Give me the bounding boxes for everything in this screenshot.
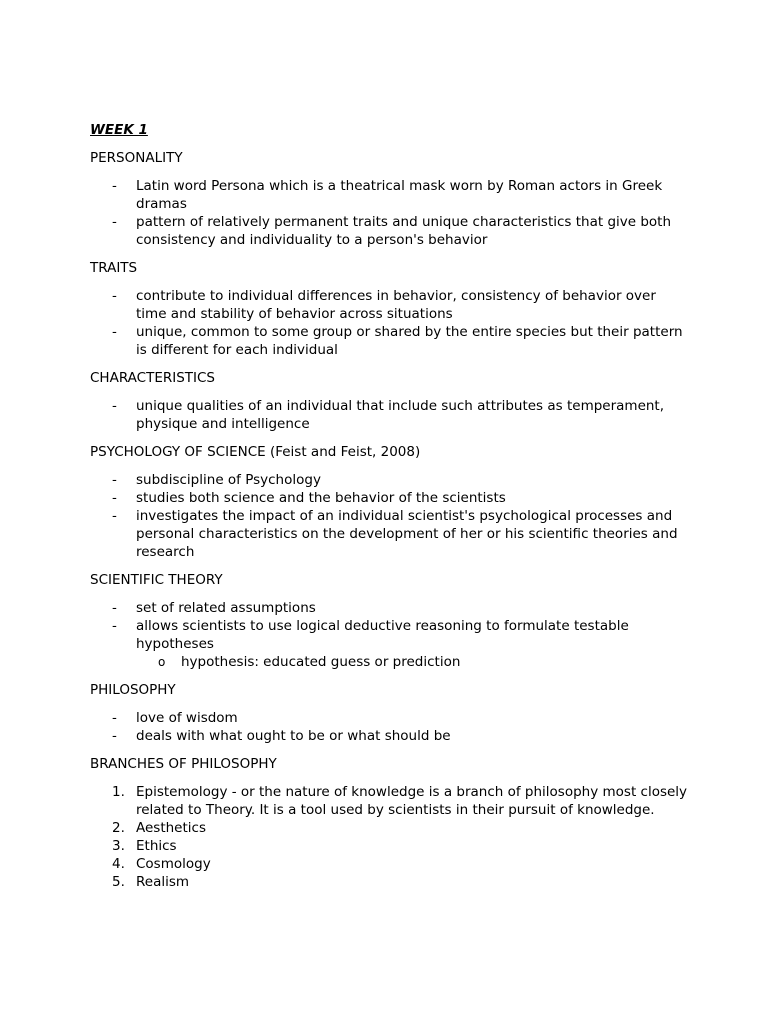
list-item: - investigates the impact of an individual scientist's psychological processes and personal characteristics on the development of her or his scientific theories and research [112,508,678,560]
section-heading-branches-of-philosophy: BRANCHES OF PHILOSOPHY [90,756,277,772]
traits-list [90,287,690,359]
list-item: - unique qualities of an individual that include such attributes as temperament, physique and intelligence [112,398,665,432]
numbered-item: 5. Realism [112,874,190,890]
scientific-theory-list [90,599,690,671]
list-item: - deals with what ought to be or what should be [112,728,451,744]
section-heading-characteristics: CHARACTERISTICS [90,370,216,386]
numbered-item: 1. Epistemology - or the nature of knowledge is a branch of philosophy most closely related to Theory. It is a tool used by scientists in their pursuit of knowledge. [112,784,688,818]
circle-bullet-icon: o [158,655,166,669]
personality-list [90,177,690,249]
section-heading-psychology-of-science: PSYCHOLOGY OF SCIENCE (Feist and Feist, 2008) [90,444,421,460]
list-item: - allows scientists to use logical deductive reasoning to formulate testable hypotheses [112,618,629,652]
list-item: - love of wisdom [112,710,238,726]
list-item: - pattern of relatively permanent traits and unique characteristics that give both consistency and individuality to a person's behavior [112,214,672,248]
psychology-of-science-list [90,471,690,561]
numbered-item: 3. Ethics [112,838,177,854]
section-heading-personality: PERSONALITY [90,150,183,166]
characteristics-list [90,397,690,433]
list-item: - Latin word Persona which is a theatrical mask worn by Roman actors in Greek dramas [112,178,663,212]
week-title: WEEK 1 [90,122,148,138]
list-item: - unique, common to some group or shared by the entire species but their pattern is different for each individual [112,324,683,358]
branches-list [90,783,690,891]
sub-list-item: o hypothesis: educated guess or prediction [158,654,461,670]
list-item: - set of related assumptions [112,600,316,616]
list-item: - subdiscipline of Psychology [112,472,321,488]
philosophy-list [90,709,690,745]
list-item: - contribute to individual differences in behavior, consistency of behavior over time and stability of behavior across situations [112,288,656,322]
section-heading-traits: TRAITS [90,260,138,276]
section-heading-scientific-theory: SCIENTIFIC THEORY [90,572,223,588]
numbered-item: 4. Cosmology [112,856,211,872]
document-page [90,121,690,901]
list-item: - studies both science and the behavior of the scientists [112,490,506,506]
section-heading-philosophy: PHILOSOPHY [90,682,176,698]
numbered-item: 2. Aesthetics [112,820,206,836]
